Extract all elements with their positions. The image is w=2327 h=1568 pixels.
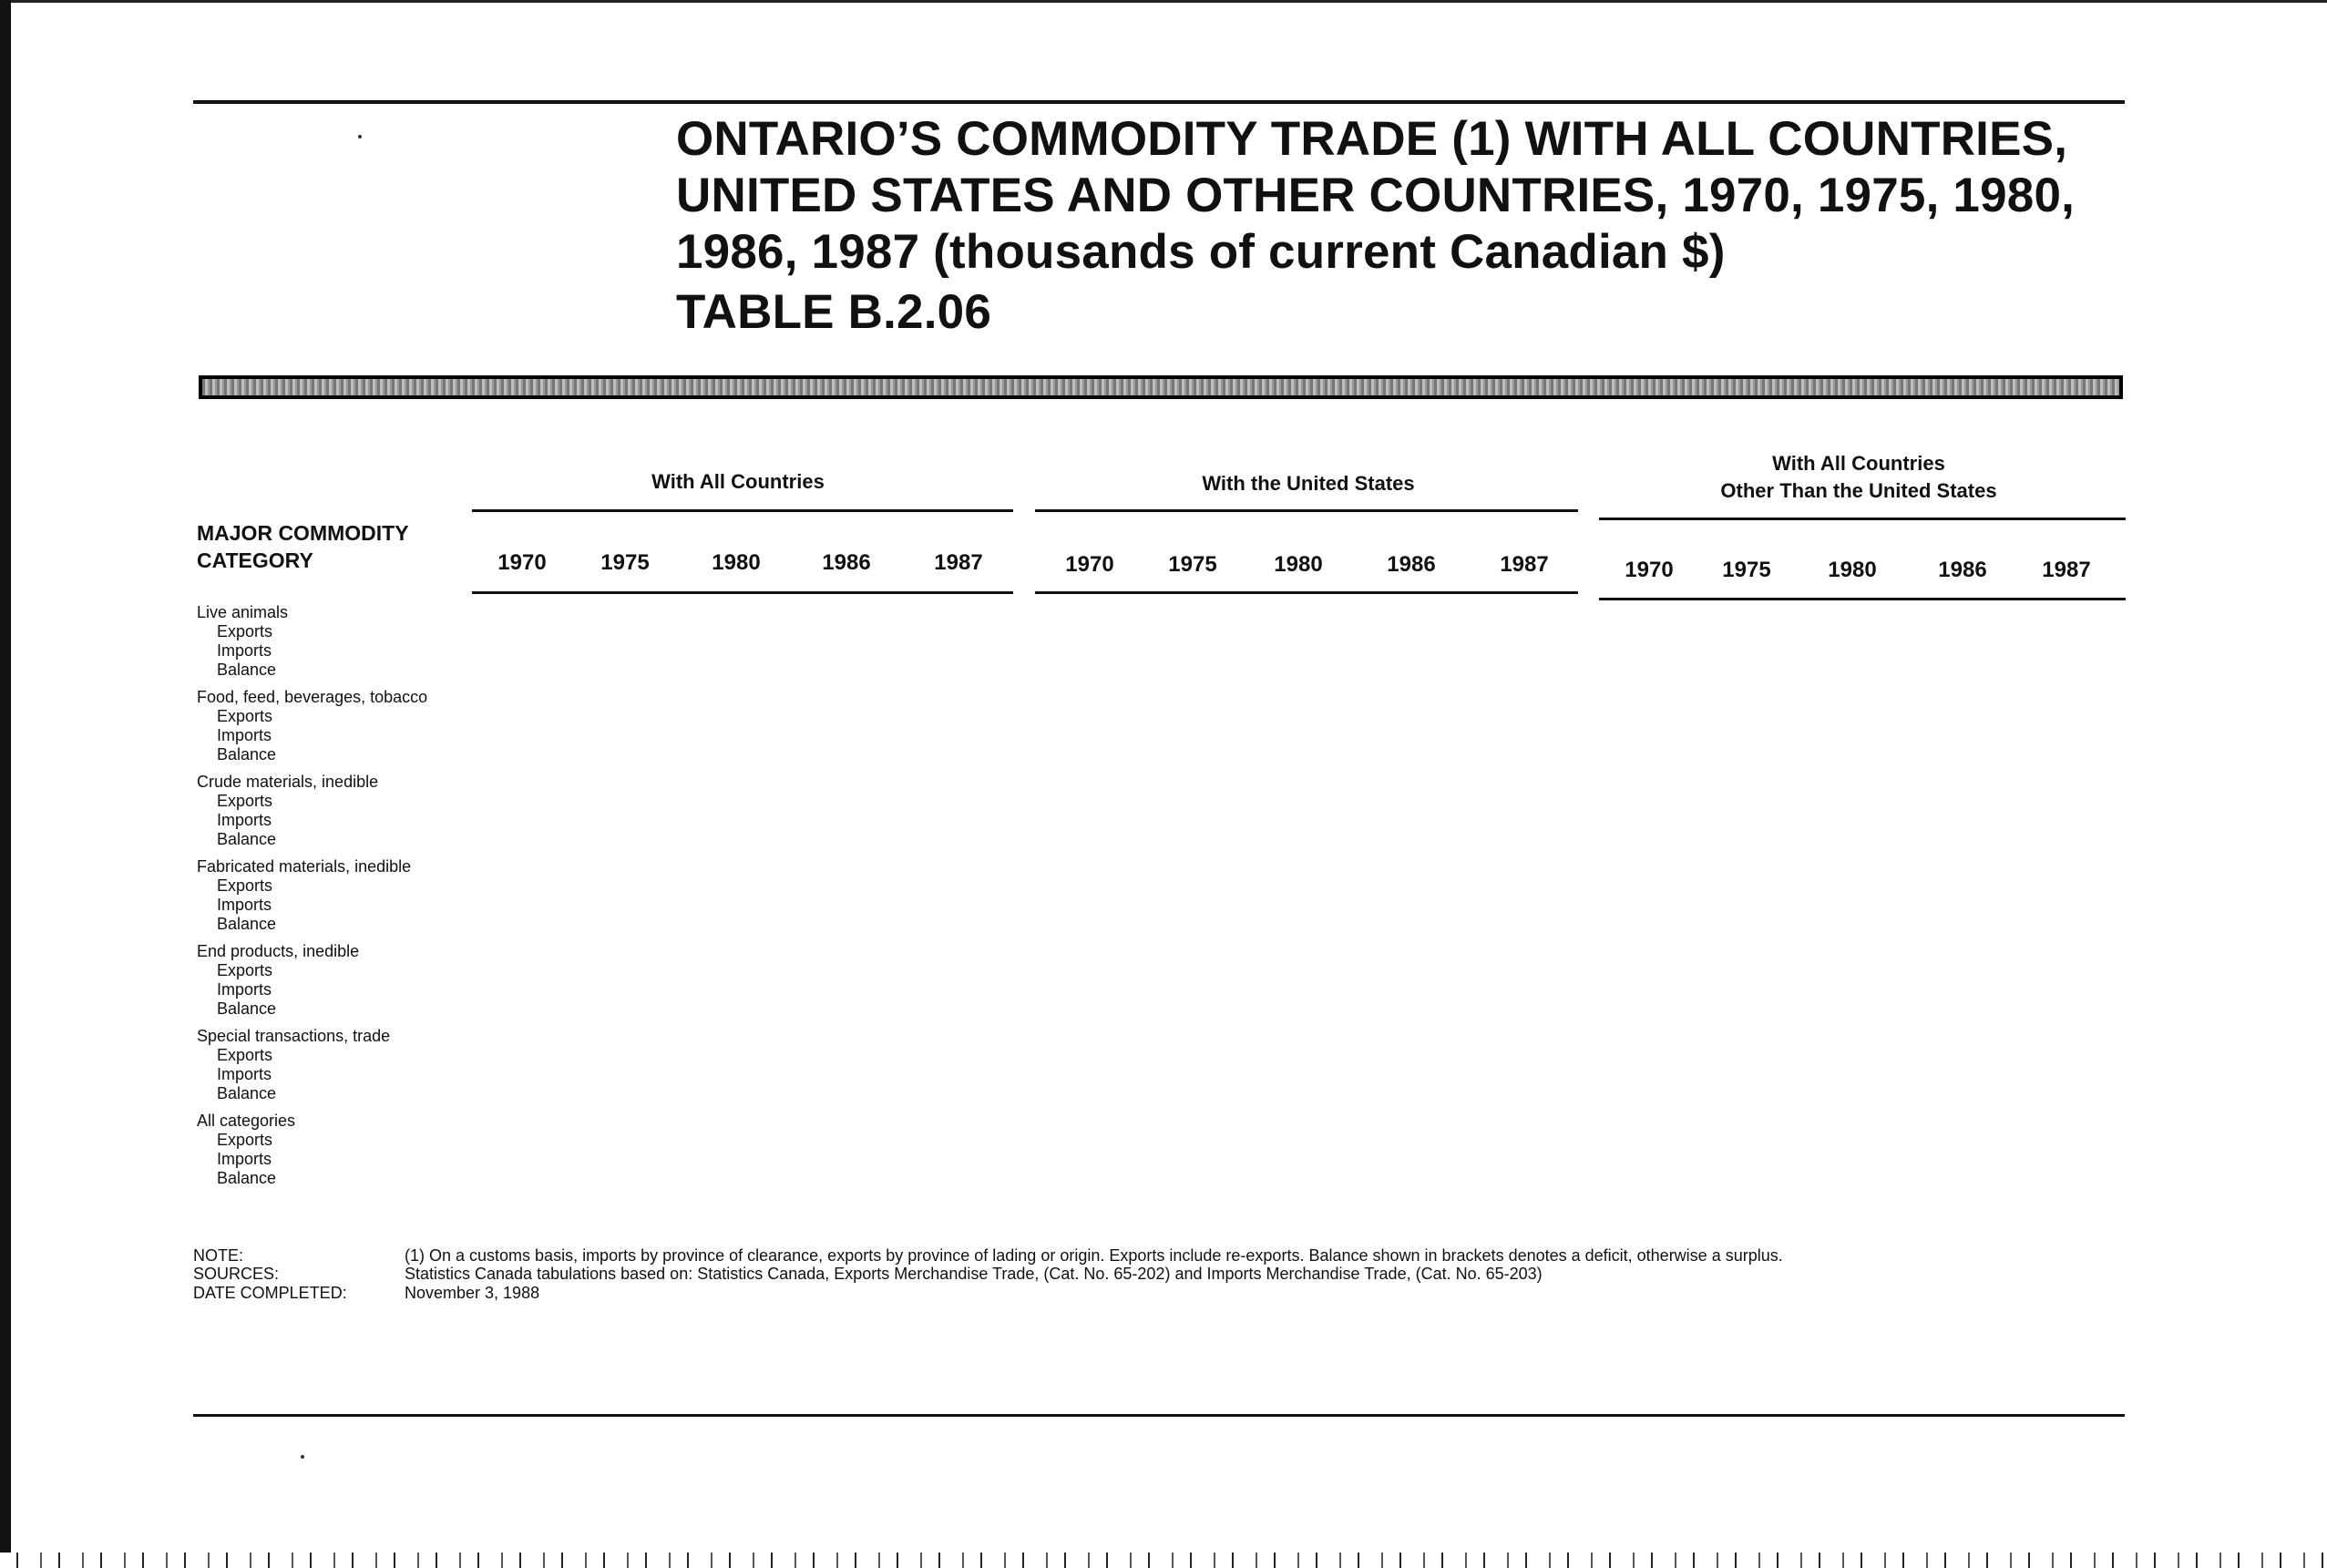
- category-column-header: [197, 519, 409, 574]
- group-header-united-states-label: With the United States: [1202, 472, 1415, 495]
- title-divider-bar: [199, 375, 2123, 399]
- year-header: 1980: [1274, 552, 1323, 577]
- scan-speck: [358, 135, 362, 138]
- header-underline-united-states: [1035, 591, 1578, 594]
- page-title: [676, 111, 2134, 341]
- category-label: Food, feed, beverages, tobacco: [197, 688, 428, 706]
- scan-left-edge: [0, 0, 11, 1568]
- category-label: Fabricated materials, inedible: [197, 857, 412, 876]
- row-label-imports: Imports: [217, 811, 272, 829]
- year-header: 1970: [497, 550, 547, 575]
- year-header: 1980: [1828, 558, 1877, 582]
- year-header: 1986: [1938, 558, 1987, 582]
- year-header: 1987: [934, 550, 983, 575]
- row-label-balance: Balance: [217, 1169, 277, 1187]
- note-label: NOTE:: [193, 1246, 244, 1265]
- scan-top-edge: [0, 0, 2327, 13]
- group-header-all-countries: [474, 468, 1002, 496]
- note-text: (1) On a customs basis, imports by province of clearance, exports by province of lading or origin. Exports include re-exports. Balance shown in brackets denotes a deficit, otherwise a surplus.: [405, 1246, 1783, 1265]
- row-label-exports: Exports: [217, 792, 273, 810]
- scan-bottom-edge: [0, 1553, 2327, 1568]
- group-rule-united-states: [1035, 509, 1578, 512]
- category-header-line2: CATEGORY: [197, 548, 313, 572]
- header-underline-other-countries: [1599, 598, 2126, 600]
- row-label-imports: Imports: [217, 641, 272, 660]
- year-header: 1987: [1500, 552, 1549, 577]
- top-rule: [193, 100, 2125, 104]
- table-number: TABLE B.2.06: [676, 285, 991, 339]
- row-label-balance: Balance: [217, 915, 277, 933]
- year-header: 1975: [1722, 558, 1771, 582]
- title-line-2: UNITED STATES AND OTHER COUNTRIES, 1970, 1975, 1980,: [676, 169, 2076, 222]
- bottom-rule: [193, 1414, 2125, 1417]
- date-completed-text: November 3, 1988: [405, 1284, 540, 1302]
- row-label-imports: Imports: [217, 896, 272, 914]
- row-label-balance: Balance: [217, 1084, 277, 1102]
- category-header-line1: MAJOR COMMODITY: [197, 521, 409, 545]
- header-underline-all-countries: [472, 591, 1013, 594]
- year-header: 1986: [822, 550, 871, 575]
- year-header: 1975: [600, 550, 650, 575]
- row-label-imports: Imports: [217, 726, 272, 744]
- category-label: End products, inedible: [197, 942, 360, 960]
- group-header-other-line1: With All Countries: [1772, 452, 1945, 475]
- row-label-imports: Imports: [217, 980, 272, 999]
- group-header-other-countries: [1594, 450, 2123, 505]
- title-line-1: ONTARIO’S COMMODITY TRADE (1) WITH ALL COUNTRIES,: [676, 112, 2068, 166]
- year-header: 1970: [1625, 558, 1674, 582]
- category-label: Live animals: [197, 603, 289, 621]
- row-label-exports: Exports: [217, 707, 273, 725]
- sources-text: Statistics Canada tabulations based on: Statistics Canada, Exports Merchandise Trade, (Cat. No. 65-202) and Imports Merchandise Trade, (Cat. No. 65-203): [405, 1265, 1543, 1283]
- row-label-balance: Balance: [217, 830, 277, 848]
- year-header: 1986: [1387, 552, 1436, 577]
- category-label: Crude materials, inedible: [197, 773, 379, 791]
- group-header-all-countries-label: With All Countries: [651, 470, 825, 493]
- group-rule-other-countries: [1599, 518, 2126, 520]
- row-label-exports: Exports: [217, 876, 273, 895]
- group-rule-all-countries: [472, 509, 1013, 512]
- row-label-balance: Balance: [217, 999, 277, 1018]
- year-header: 1970: [1065, 552, 1114, 577]
- sources-label: SOURCES:: [193, 1265, 280, 1283]
- year-header: 1987: [2042, 558, 2091, 582]
- row-label-exports: Exports: [217, 622, 273, 641]
- row-label-exports: Exports: [217, 1046, 273, 1064]
- group-header-united-states: [1044, 470, 1573, 497]
- date-completed-label: DATE COMPLETED:: [193, 1284, 347, 1302]
- year-header: 1980: [712, 550, 761, 575]
- group-header-other-line2: Other Than the United States: [1720, 479, 1997, 502]
- year-header: 1975: [1168, 552, 1217, 577]
- row-label-imports: Imports: [217, 1150, 272, 1168]
- scan-speck-bottom: [301, 1455, 304, 1459]
- row-label-balance: Balance: [217, 745, 277, 764]
- category-label: All categories: [197, 1112, 296, 1130]
- title-line-3: 1986, 1987 (thousands of current Canadian $): [676, 225, 1726, 279]
- row-label-balance: Balance: [217, 661, 277, 679]
- category-label: Special transactions, trade: [197, 1027, 391, 1045]
- row-label-exports: Exports: [217, 961, 273, 979]
- row-label-imports: Imports: [217, 1065, 272, 1083]
- row-label-exports: Exports: [217, 1131, 273, 1149]
